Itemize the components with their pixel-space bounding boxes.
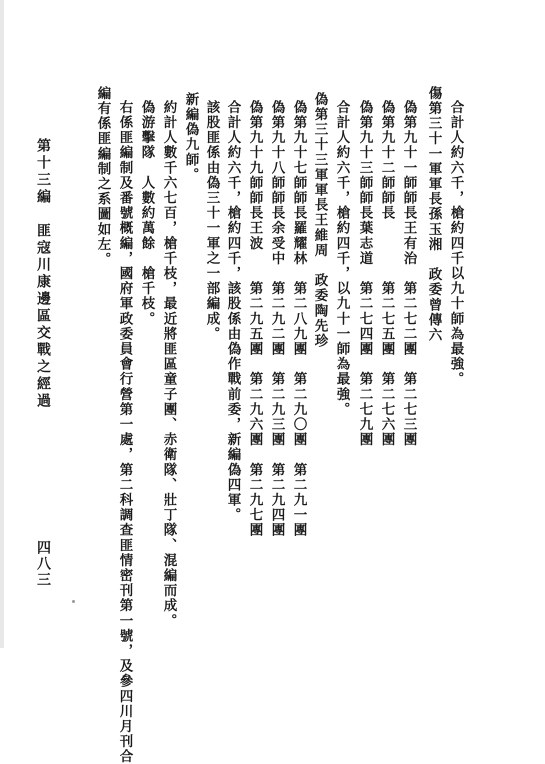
text-column: 約計人數千六七百，槍千枝，最近將匪區童子團、赤衛隊、壯丁隊、混編而成。 bbox=[160, 100, 177, 629]
chapter-header: 第十三編 匪寇川康邊區交戰之經過 bbox=[35, 138, 51, 410]
text-column: 偽第九十七師師長羅耀林 第二八九團 第二九〇團 第二九一團 bbox=[290, 100, 307, 538]
text-column: 偽第九十八師師長余受中 第二九二團 第二九三團 第二九四團 bbox=[268, 100, 285, 538]
text-column: 右係匪編制及番號概編，國府軍政委員會行營第一處，第二科調查匪情密刊第一號，及參四川月刊合 bbox=[116, 100, 133, 764]
text-column: 偽第三十三軍軍長王維周 政委陶先珍 bbox=[311, 92, 328, 349]
text-column: 偽第九十三師師長葉志道 第二七四團 第二七九團 bbox=[356, 100, 373, 448]
text-column: 合計人約六千，槍約四千，該股係由偽作戰前委，新編偽四軍。 bbox=[224, 100, 241, 523]
text-column: 偽游擊隊 人數約萬餘 槍千枝。 bbox=[138, 100, 155, 327]
text-column: 合計人約六千，槍約四千，以九十一師為最強。 bbox=[333, 100, 350, 418]
print-speck bbox=[72, 600, 75, 603]
text-column: 偽第九十九師師長王波 第二九五團 第二九六團 第二九七團 bbox=[246, 100, 263, 538]
text-column: 合計人約六千，槍約四千以九十師為最強。 bbox=[447, 100, 464, 387]
text-column: 新編偽九師。 bbox=[182, 92, 199, 183]
text-column: 傷第三十一軍軍長孫玉湘 政委曾傳六 bbox=[425, 86, 442, 343]
text-column: 編有係匪編制之系圖如左。 bbox=[94, 86, 111, 268]
text-column: 偽第九十一師師長王有治 第二七二團 第二七三團 bbox=[400, 100, 417, 448]
page-number: 四八三 bbox=[35, 540, 51, 588]
text-column: 偽第九十二師師長 第二七五團 第二七六團 bbox=[378, 100, 395, 448]
text-column: 該股匪係由偽三十一軍之一部編成。 bbox=[203, 100, 220, 342]
page-spine-edge bbox=[0, 0, 4, 648]
